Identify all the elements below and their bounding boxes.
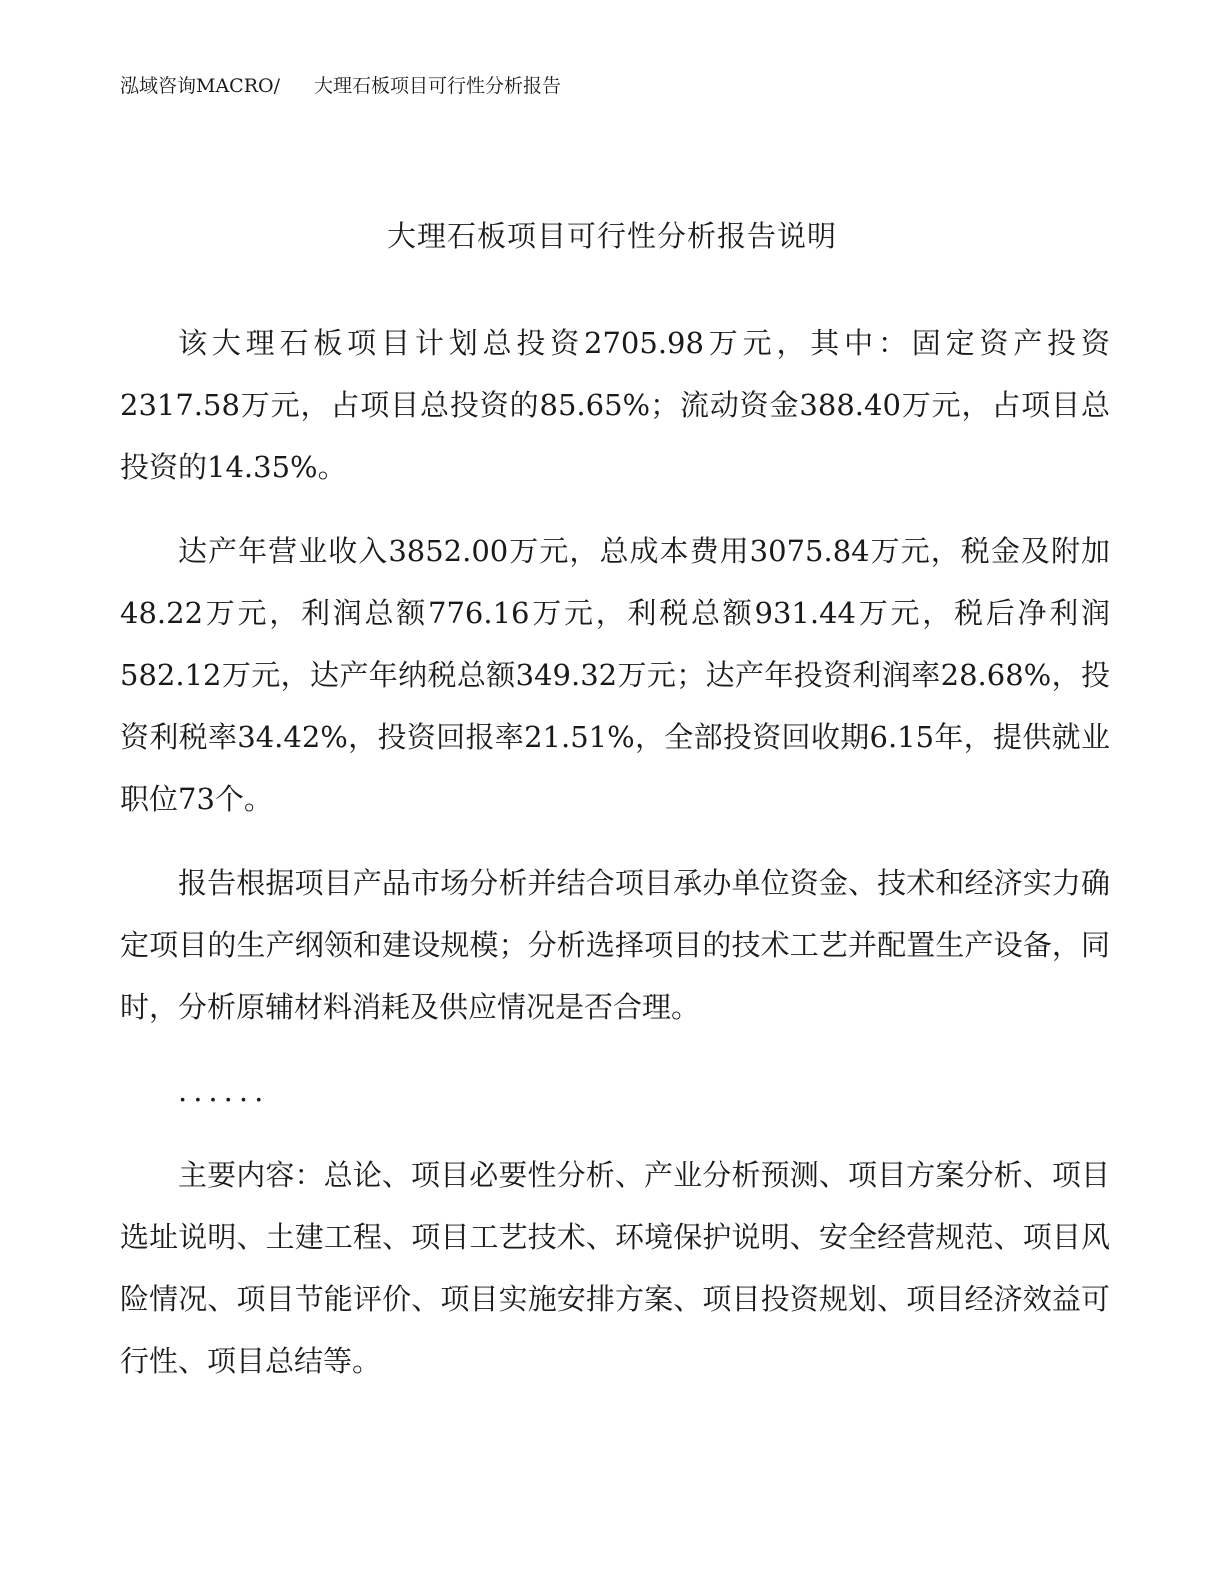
header-company: 泓域咨询MACRO/ (120, 75, 280, 97)
paragraph-analysis: 报告根据项目产品市场分析并结合项目承办单位资金、技术和经济实力确定项目的生产纲领和建设规模；分析选择项目的技术工艺并配置生产设备，同时，分析原辅材料消耗及供应情况是否合理。 (120, 866, 1110, 1024)
document-title: 大理石板项目可行性分析报告说明 (386, 219, 837, 253)
paragraph-investment: 该大理石板项目计划总投资2705.98万元，其中：固定资产投资2317.58万元，占项目总投资的85.65%；流动资金388.40万元，占项目总投资的14.35%。 (120, 326, 1110, 484)
paragraph-main-contents: 主要内容：总论、项目必要性分析、产业分析预测、项目方案分析、项目选址说明、土建工程、项目工艺技术、环境保护说明、安全经营规范、项目风险情况、项目节能评价、项目实施安排方案、项目投资规划、项目经济效益可行性、项目总结等。 (120, 1158, 1110, 1378)
page-header (120, 72, 561, 100)
document-body (120, 312, 1110, 1414)
paragraph-financials: 达产年营业收入3852.00万元，总成本费用3075.84万元，税金及附加48.22万元，利润总额776.16万元，利税总额931.44万元，税后净利润582.12万元，达产年纳税总额349.32万元；达产年投资利润率28.68%，投资利税率34.42%，投资回报率21.51%，全部投资回收期6.15年，提供就业职位73个。 (120, 534, 1110, 816)
paragraph-ellipsis: ...... (178, 1074, 270, 1108)
header-doc-title: 大理石板项目可行性分析报告 (314, 75, 562, 97)
